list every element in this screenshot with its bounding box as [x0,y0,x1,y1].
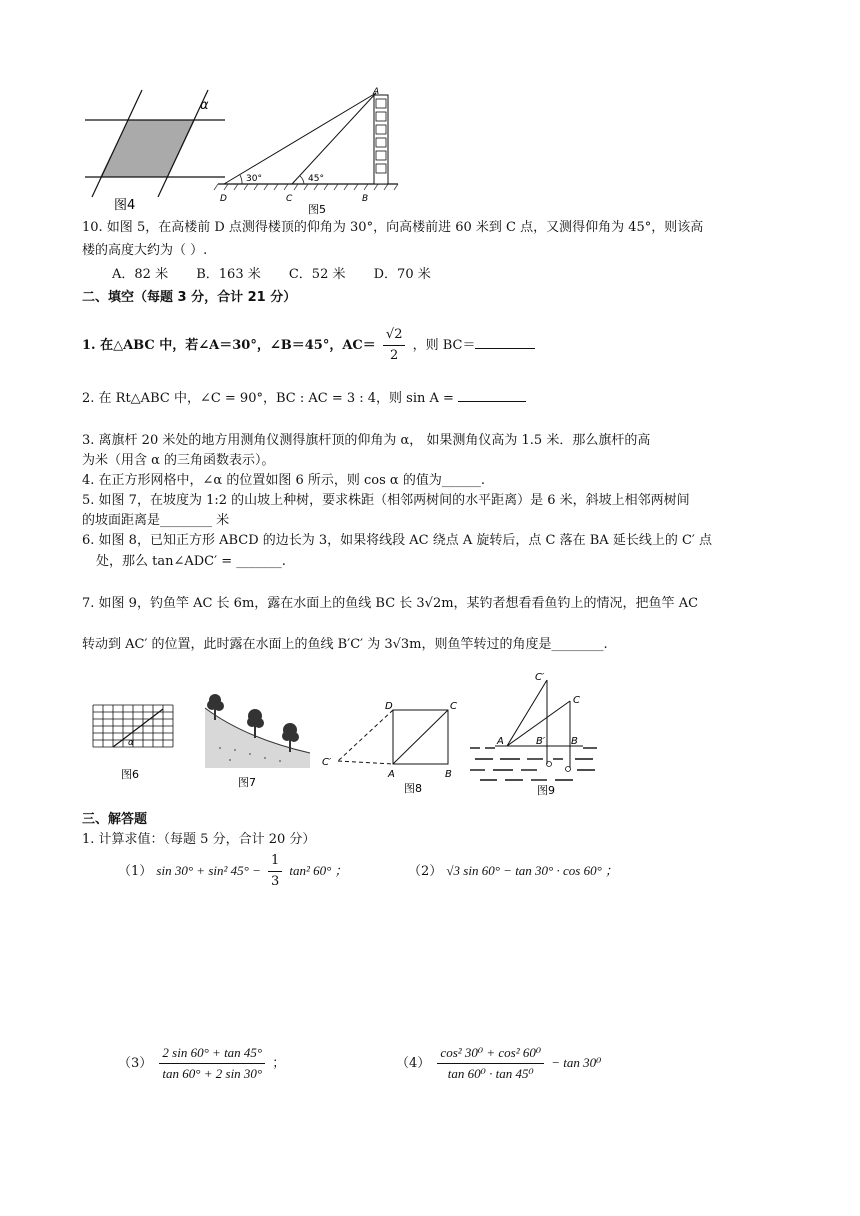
figure-4 [80,85,230,215]
s3-part2-expr: √3 sin 60° − tan 30° · cos 60° ； [446,863,619,878]
fig5-label: 图5 [308,203,326,215]
s3-part4-post: − tan 30⁰ [551,1055,602,1070]
s3-part4-label: （4） [396,1056,431,1071]
figure-5 [210,85,405,215]
fig5-point-d: D [220,194,227,204]
s3-part1-label: （1） [118,864,153,879]
fig9-point-b-prime: B′ [536,736,546,747]
fig8-point-a: A [388,769,395,780]
s3-part3-fraction [159,1043,265,1084]
s3-part1-denominator: 3 [271,874,280,889]
fig8-point-b: B [445,769,452,780]
s3-part2 [408,861,618,882]
s2-q4: 4. 在正方形网格中，∠α 的位置如图 6 所示，则 cos α 的值为______. [82,473,485,488]
s2-q5-line2: 的坡面距离是________ 米 [82,513,230,528]
s2-q7-line1: 7. 如图 9，钓鱼竿 AC 长 6m，露在水面上的鱼线 BC 长 3√2m，某钓者想看看鱼钓上的情况，把鱼竿 AC [82,596,699,611]
s2-q1-blank [475,336,535,349]
fig5-angle-45: 45° [308,174,324,184]
fig4-label: 图4 [114,198,136,213]
s2-q6-line2: 处，那么 tan∠ADC′ = _______. [96,554,286,569]
s3-part1-post: tan² 60° ； [289,863,348,878]
figure-6 [88,700,183,785]
s2-q1-post: ，则 BC＝ [412,338,476,353]
fig9-point-c-prime: C′ [535,672,545,683]
s3-part4 [396,1043,601,1084]
s2-q5-line1: 5. 如图 7，在坡度为 1:2 的山坡上种树，要求株距（相邻两树间的水平距离）是 6 米，斜坡上相邻两树间 [82,493,690,508]
s3-part4-fraction [437,1043,544,1084]
fig9-point-c: C [573,695,580,706]
s2-q3-line1: 3. 离旗杆 20 米处的地方用测角仪测得旗杆顶的仰角为 α， 如果测角仪高为 1.5 米．那么旗杆的高 [82,433,651,448]
fig8-point-c: C [450,701,457,712]
s3-part3-post: ； [272,1056,286,1071]
fig5-angle-30: 30° [246,174,262,184]
s2-q7-line2: 转动到 AC′ 的位置，此时露在水面上的鱼线 B′C′ 为 3√3m，则鱼竿转过的角度是________. [82,637,608,652]
s2-q1-denominator: 2 [390,348,399,363]
fig4-alpha: α [200,98,209,113]
s3-part1-fraction [268,851,282,892]
q10-line1: 10. 如图 5，在高楼前 D 点测得楼顶的仰角为 30°，向高楼前进 60 米到 C 点，又测得仰角为 45°，则该高 [82,220,704,235]
s3-part3-denominator: tan 60° + 2 sin 30° [162,1066,263,1081]
fig9-point-b: B [571,736,578,747]
fig5-point-a: A [373,87,380,97]
s3-part3-label: （3） [118,1056,153,1071]
s2-q2-blank [458,389,526,402]
fig9-label: 图9 [537,784,555,797]
figure-7 [200,688,315,793]
fig8-point-d: D [385,701,393,712]
fig8-label: 图8 [404,782,422,795]
s3-part1-numerator: 1 [268,851,282,872]
q10-option-d: D．70 米 [373,267,431,282]
fig5-point-b: B [362,194,369,204]
s3-part3 [118,1043,285,1084]
fig8-point-c-prime: C′ [322,757,332,768]
figure-8 [318,695,463,800]
s3-part2-label: （2） [408,864,443,879]
s2-q2 [82,389,526,409]
q10-option-c: C．52 米 [288,267,346,282]
fig6-label: 图6 [121,768,139,781]
s3-part4-numerator: cos² 30⁰ + cos² 60⁰ [437,1043,544,1064]
s3-q1: 1. 计算求值：（每题 5 分，合计 20 分） [82,832,316,847]
fig7-label: 图7 [238,776,256,789]
s2-q1-pre: 1. 在△ABC 中，若∠A＝30°，∠B＝45°，AC＝ [82,338,376,353]
s2-q1-numerator: √2 [383,325,406,346]
fig6-alpha: α [128,738,134,748]
q10-option-b: B．163 米 [196,267,261,282]
q10-option-a: A．82 米 [112,267,169,282]
s2-q1-fraction [383,325,406,366]
s3-part1 [118,851,348,892]
s2-q6-line1: 6. 如图 8，已知正方形 ABCD 的边长为 3，如果将线段 AC 绕点 A 旋转后，点 C 落在 BA 延长线上的 C′ 点 [82,533,712,548]
figure-9 [465,670,610,800]
q10-options [112,265,455,285]
s2-q1 [82,325,535,366]
s3-part3-numerator: 2 sin 60° + tan 45° [159,1043,265,1064]
section3-title: 三、解答题 [82,812,148,827]
section2-title: 二、填空（每题 3 分，合计 21 分） [82,290,297,305]
s3-part4-denominator: tan 60⁰ · tan 45⁰ [447,1066,534,1081]
s3-part1-pre: sin 30° + sin² 45° − [156,863,261,878]
s2-q3-line2: 为米（用含 α 的三角函数表示）。 [82,453,275,468]
fig5-point-c: C [286,194,293,204]
fig9-point-a: A [497,736,504,747]
q10-line2: 楼的高度大约为（ ）. [82,243,208,258]
s2-q2-text: 2. 在 Rt△ABC 中，∠C = 90°，BC : AC = 3 : 4，则 sin A = [82,391,454,406]
